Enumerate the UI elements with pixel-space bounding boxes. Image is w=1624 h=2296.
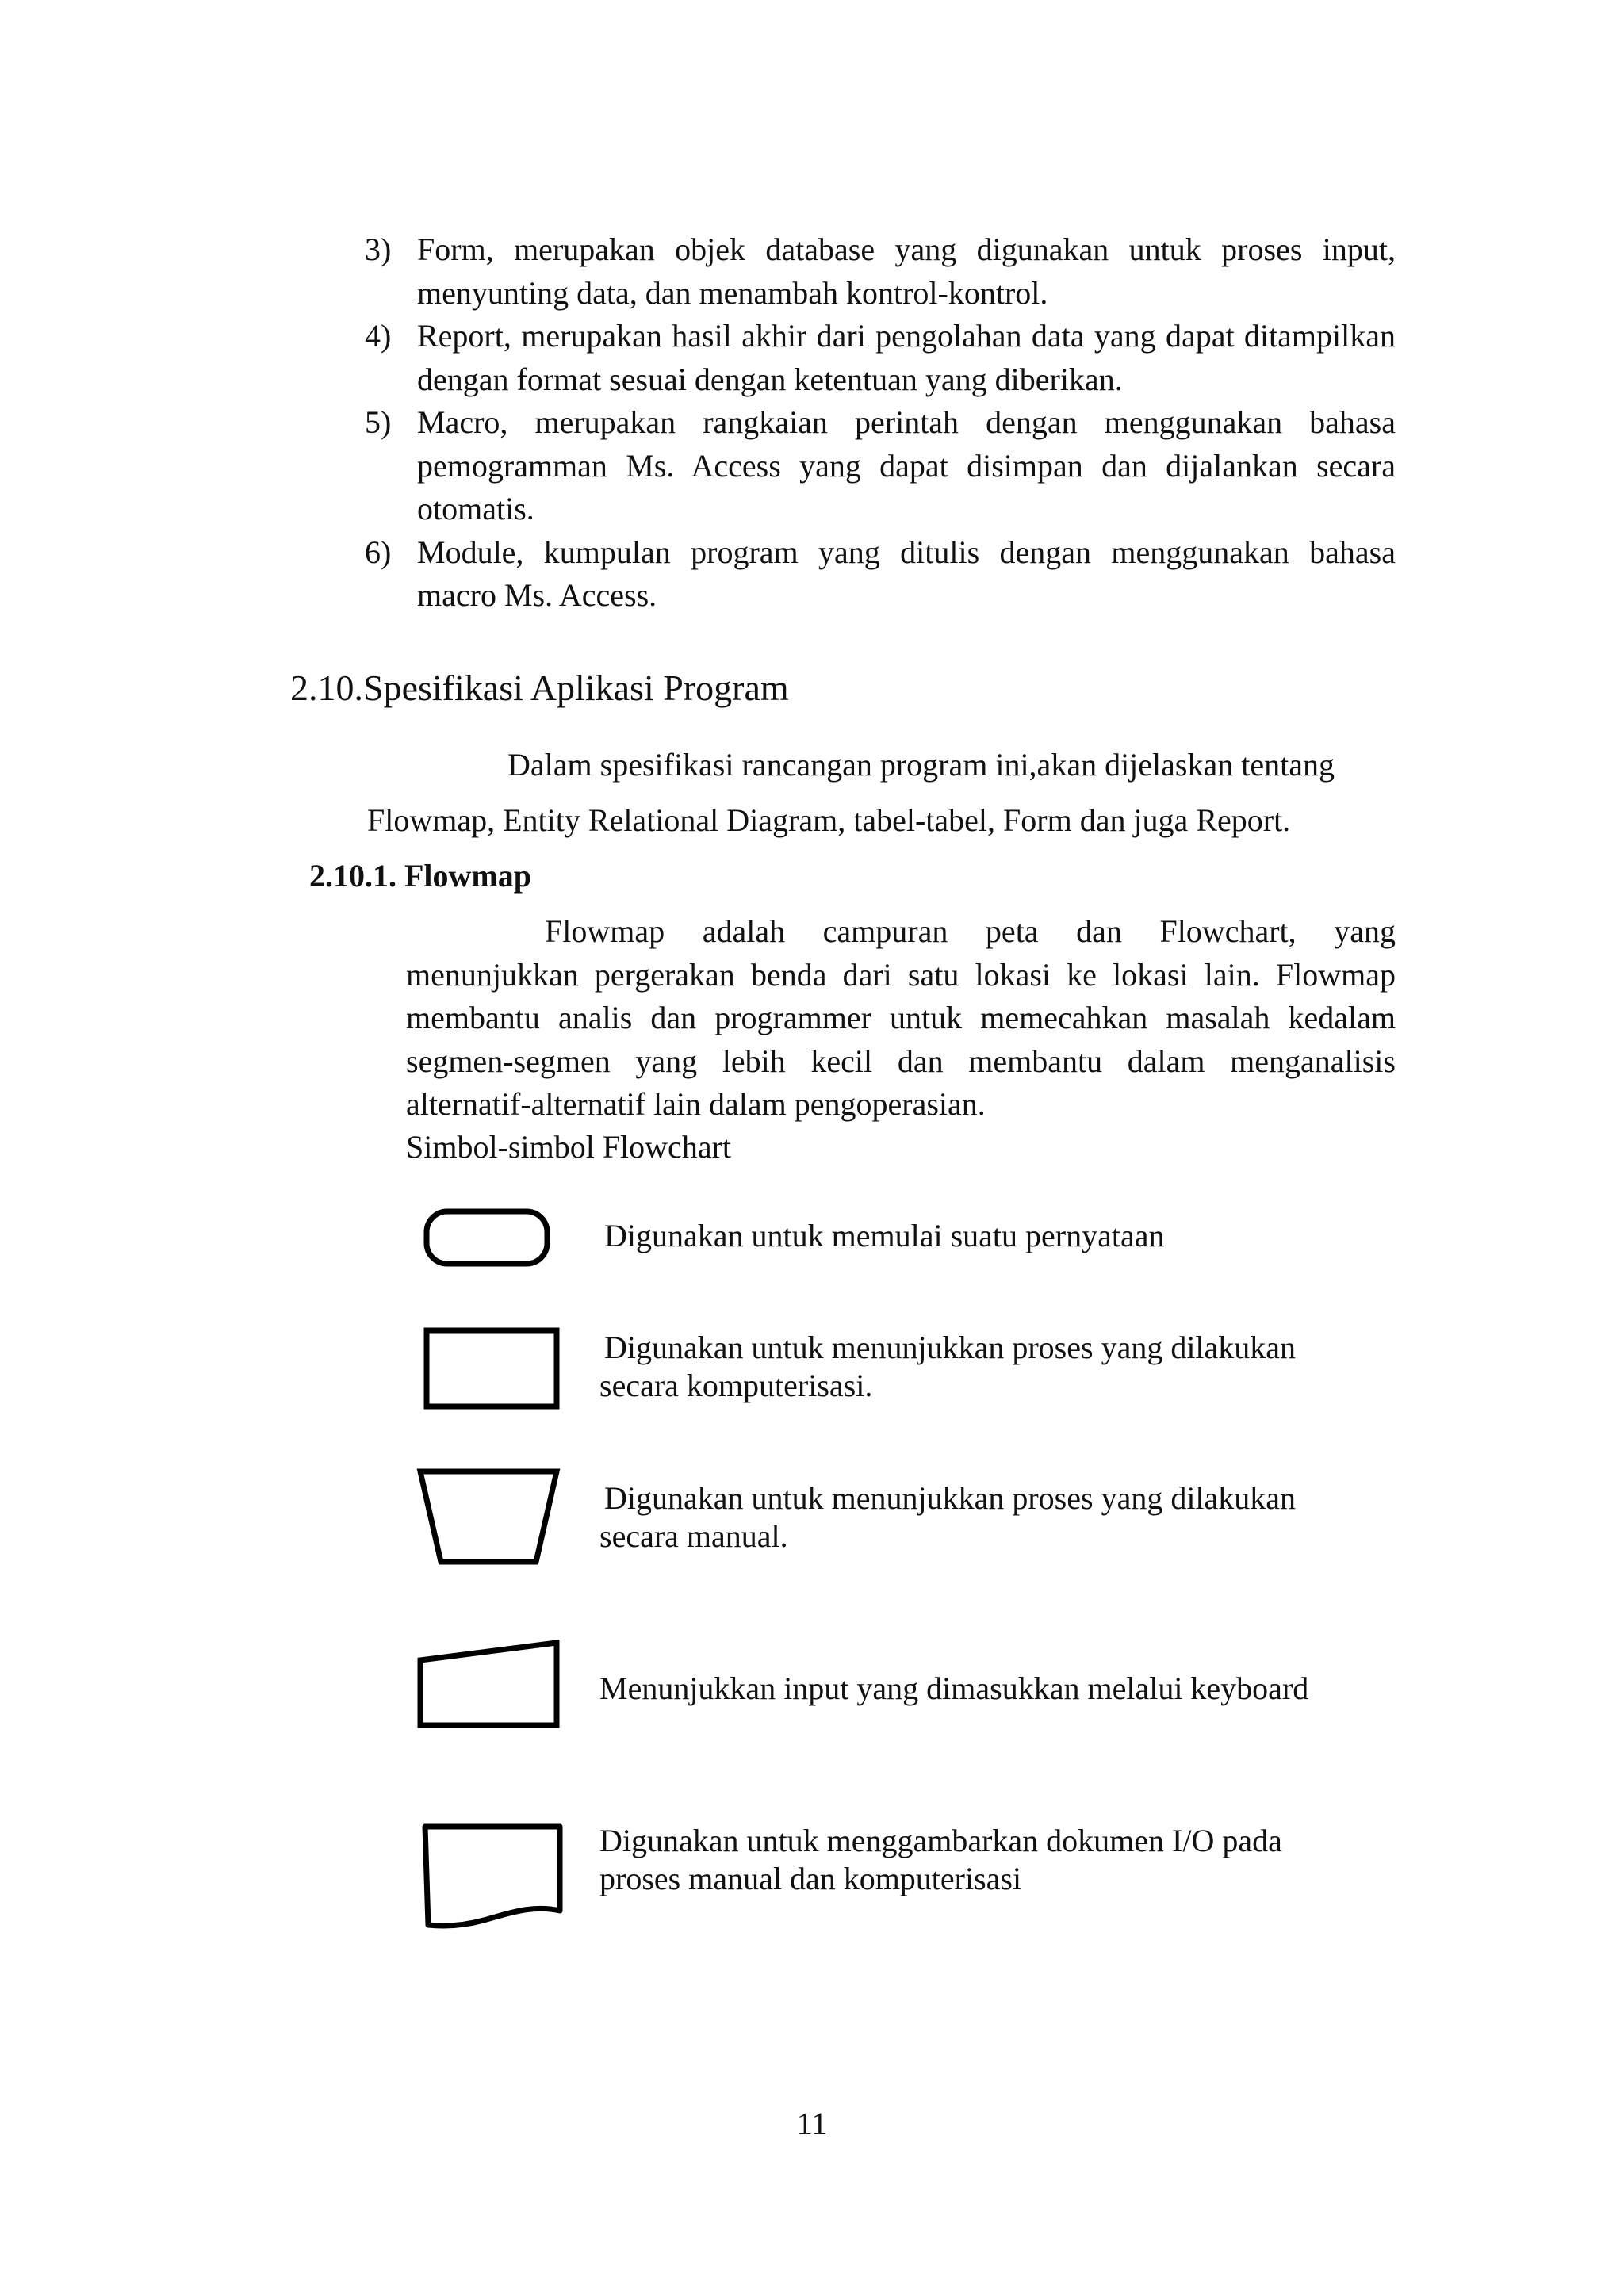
section-title: 2.10.Spesifikasi Aplikasi Program <box>290 668 789 708</box>
subsection-title: 2.10.1. Flowmap <box>309 858 531 894</box>
flowmap-paragraph: Flowmap adalah campuran peta dan Flowchart, yang menunjukkan pergerakan benda dari satu lokasi ke lokasi lain. Flowmap membantu analis dan programmer untuk memecahkan masalah kedalam segmen-segmen yang lebih kecil dan membantu dalam menganalisis alternatif-alternatif lain dalam pengoperasian. <box>406 913 1396 1122</box>
list-item-number: 5) <box>365 404 392 440</box>
manual-input-symbol-icon <box>416 1638 561 1730</box>
list-item <box>365 228 1396 315</box>
symbols-heading: Simbol-simbol Flowchart <box>406 1129 731 1165</box>
numbered-list <box>365 228 1396 618</box>
list-item-text: Macro, merupakan rangkaian perintah dengan menggunakan bahasa pemogramman Ms. Access yang dapat disimpan dan dijalankan secara otomatis. <box>417 404 1396 526</box>
document-symbol-icon <box>420 1822 565 1931</box>
symbol-description: Digunakan untuk menggambarkan dokumen I/O pada <box>599 1823 1282 1858</box>
list-item <box>365 315 1396 401</box>
list-item <box>365 401 1396 531</box>
page-number: 11 <box>796 2106 828 2141</box>
list-item-number: 6) <box>365 534 392 570</box>
symbol-description-line-2: secara komputerisasi. <box>599 1368 873 1403</box>
list-item-number: 3) <box>365 232 392 267</box>
process-symbol-icon <box>423 1327 560 1411</box>
section-paragraph-line-1: Dalam spesifikasi rancangan program ini,akan dijelaskan tentang <box>508 747 1335 783</box>
manual-operation-symbol-icon <box>416 1467 561 1567</box>
terminator-symbol-icon <box>423 1208 550 1269</box>
symbol-description-line-2: proses manual dan komputerisasi <box>599 1861 1022 1896</box>
symbol-description-line-2: secara manual. <box>599 1518 788 1554</box>
list-item-text: Form, merupakan objek database yang digunakan untuk proses input, menyunting data, dan menambah kontrol-kontrol. <box>417 232 1396 311</box>
symbol-description: Digunakan untuk menunjukkan proses yang dilakukan <box>604 1480 1297 1516</box>
symbol-description: Digunakan untuk menunjukkan proses yang dilakukan <box>604 1330 1297 1365</box>
symbol-description: Menunjukkan input yang dimasukkan melalui keyboard <box>599 1670 1309 1706</box>
list-item <box>365 531 1396 618</box>
list-item-text: Module, kumpulan program yang ditulis dengan menggunakan bahasa macro Ms. Access. <box>417 534 1396 613</box>
list-item-number: 4) <box>365 318 392 354</box>
list-item-text: Report, merupakan hasil akhir dari pengolahan data yang dapat ditampilkan dengan format sesuai dengan ketentuan yang diberikan. <box>417 318 1396 397</box>
symbol-description: Digunakan untuk memulai suatu pernyataan <box>604 1218 1165 1253</box>
section-paragraph-line-2: Flowmap, Entity Relational Diagram, tabel-tabel, Form dan juga Report. <box>367 802 1291 838</box>
